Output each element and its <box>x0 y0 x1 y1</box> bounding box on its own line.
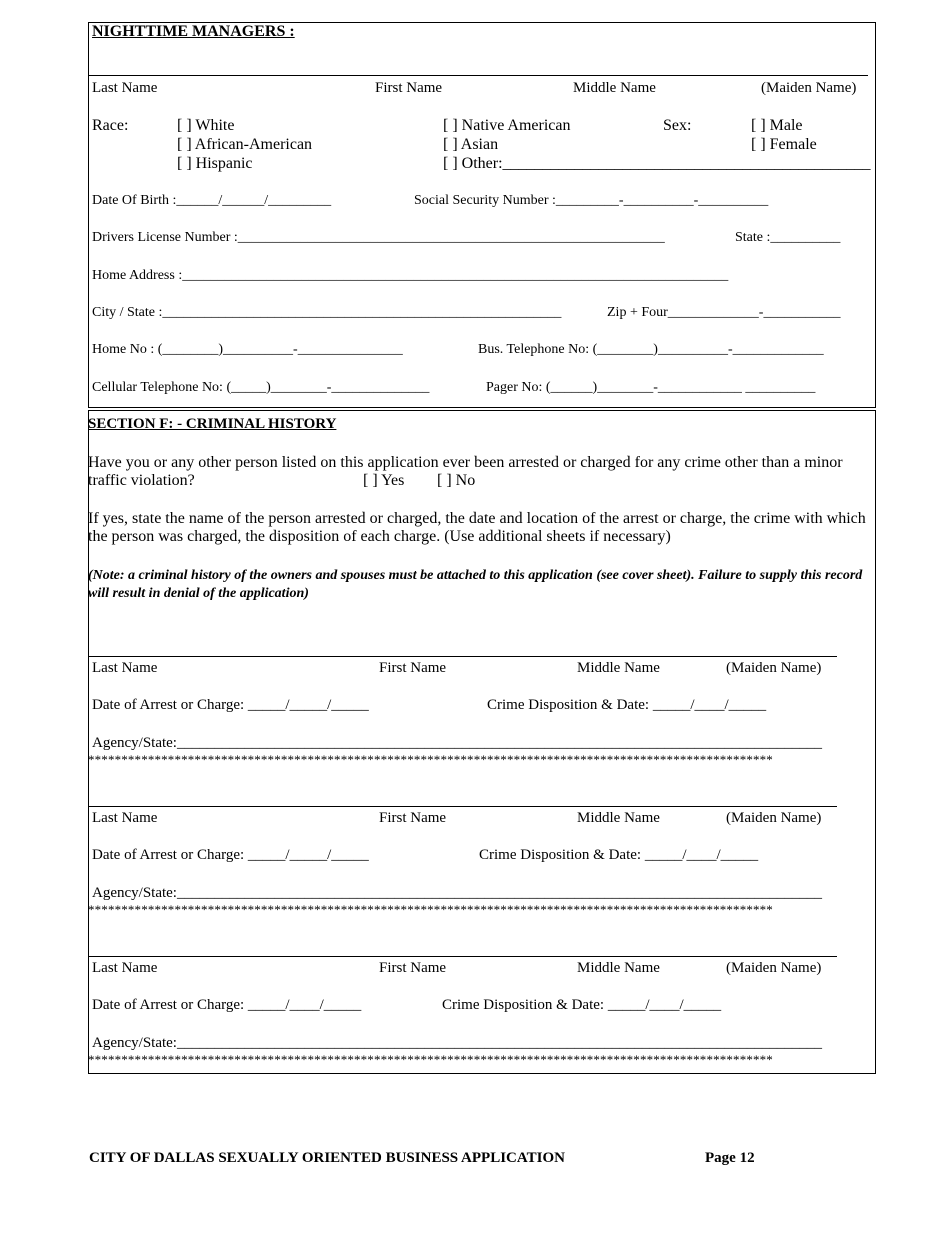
instructions-text: If yes, state the name of the person arrested or charged, the date and location of the arrest or charge, the crime with which the person was charged, the disposition of each charge. (Use additional sheets if necessary) <box>88 510 866 545</box>
record-2-agency-field[interactable]: Agency/State:______________________________________________________________________________________ <box>92 885 822 901</box>
business-phone-field[interactable]: Bus. Telephone No: (________)__________-_____________ <box>478 342 824 357</box>
managers-title: NIGHTTIME MANAGERS : <box>92 23 295 40</box>
race-option-hispanic[interactable]: [ ] Hispanic <box>177 155 253 172</box>
record-1-first-name-label: First Name <box>379 660 447 676</box>
record-2-arrest-date-field[interactable]: Date of Arrest or Charge: _____/_____/_____ <box>92 847 369 863</box>
race-label: Race: <box>92 117 129 134</box>
sex-option-male[interactable]: [ ] Male <box>751 117 803 134</box>
zip-field[interactable]: Zip + Four_____________-___________ <box>607 305 841 320</box>
record-2-maiden-name-label: (Maiden Name) <box>726 810 822 826</box>
arrest-question <box>88 454 868 490</box>
pager-field[interactable]: Pager No: (______)________-____________ __________ <box>486 380 816 395</box>
race-option-asian[interactable]: [ ] Asian <box>443 136 499 153</box>
record-1-disposition-field[interactable]: Crime Disposition & Date: _____/____/_____ <box>487 697 767 713</box>
record-3-disposition-field[interactable]: Crime Disposition & Date: _____/____/_____ <box>442 997 722 1013</box>
record-3-last-name-label: Last Name <box>92 960 158 976</box>
record-2-disposition-field[interactable]: Crime Disposition & Date: _____/____/_____ <box>479 847 759 863</box>
record-1-separator: ******************************************************************************************************* <box>88 752 773 767</box>
city-state-field[interactable]: City / State :_________________________________________________________ <box>92 305 562 320</box>
ssn-field[interactable]: Social Security Number :_________-__________-__________ <box>414 193 769 208</box>
manager-middle-name-label: Middle Name <box>573 80 656 96</box>
sex-label: Sex: <box>663 117 692 134</box>
manager-name-line <box>88 75 868 76</box>
record-1-name-line <box>88 656 837 657</box>
record-3-middle-name-label: Middle Name <box>577 960 660 976</box>
race-option-white[interactable]: [ ] White <box>177 117 235 134</box>
record-3-first-name-label: First Name <box>379 960 447 976</box>
record-3-name-line <box>88 956 837 957</box>
home-address-field[interactable]: Home Address :______________________________________________________________________________ <box>92 268 729 283</box>
race-option-african-american[interactable]: [ ] African-American <box>177 136 313 153</box>
manager-last-name-label: Last Name <box>92 80 158 96</box>
record-1-last-name-label: Last Name <box>92 660 158 676</box>
record-3-arrest-date-field[interactable]: Date of Arrest or Charge: _____/____/_____ <box>92 997 362 1013</box>
record-1-arrest-date-field[interactable]: Date of Arrest or Charge: _____/_____/_____ <box>92 697 369 713</box>
record-2-last-name-label: Last Name <box>92 810 158 826</box>
footer-page-number: Page 12 <box>705 1150 755 1166</box>
record-2-name-line <box>88 806 837 807</box>
record-1-maiden-name-label: (Maiden Name) <box>726 660 822 676</box>
cell-phone-field[interactable]: Cellular Telephone No: (_____)________-______________ <box>92 380 430 395</box>
arrest-yes-option[interactable]: [ ] Yes <box>363 472 405 489</box>
record-3-agency-field[interactable]: Agency/State:______________________________________________________________________________________ <box>92 1035 822 1051</box>
record-2-middle-name-label: Middle Name <box>577 810 660 826</box>
sex-option-female[interactable]: [ ] Female <box>751 136 817 153</box>
footer-title: CITY OF DALLAS SEXUALLY ORIENTED BUSINESS APPLICATION <box>89 1150 565 1166</box>
record-2-first-name-label: First Name <box>379 810 447 826</box>
record-3-maiden-name-label: (Maiden Name) <box>726 960 822 976</box>
race-option-native-american[interactable]: [ ] Native American <box>443 117 571 134</box>
record-3-separator: ******************************************************************************************************* <box>88 1052 773 1067</box>
record-2-separator: ******************************************************************************************************* <box>88 902 773 917</box>
record-1-middle-name-label: Middle Name <box>577 660 660 676</box>
date-of-birth-field[interactable]: Date Of Birth :______/______/_________ <box>92 193 332 208</box>
arrest-no-option[interactable]: [ ] No <box>437 472 476 489</box>
dl-state-field[interactable]: State :__________ <box>735 230 841 245</box>
home-phone-field[interactable]: Home No : (________)__________-_______________ <box>92 342 403 357</box>
drivers-license-field[interactable]: Drivers License Number :_____________________________________________________________ <box>92 230 665 245</box>
manager-maiden-name-label: (Maiden Name) <box>761 80 857 96</box>
arrest-question-text: Have you or any other person listed on this application ever been arrested or charged for any crime other than a minor traffic violation? <box>88 454 843 489</box>
section-f-title: SECTION F: - CRIMINAL HISTORY <box>88 416 337 432</box>
race-option-other[interactable]: [ ] Other:______________________________________________ <box>443 155 871 172</box>
manager-first-name-label: First Name <box>375 80 443 96</box>
note-text: (Note: a criminal history of the owners and spouses must be attached to this application (see cover sheet). Failure to supply this record will result in denial of the application) <box>88 568 863 601</box>
record-1-agency-field[interactable]: Agency/State:______________________________________________________________________________________ <box>92 735 822 751</box>
